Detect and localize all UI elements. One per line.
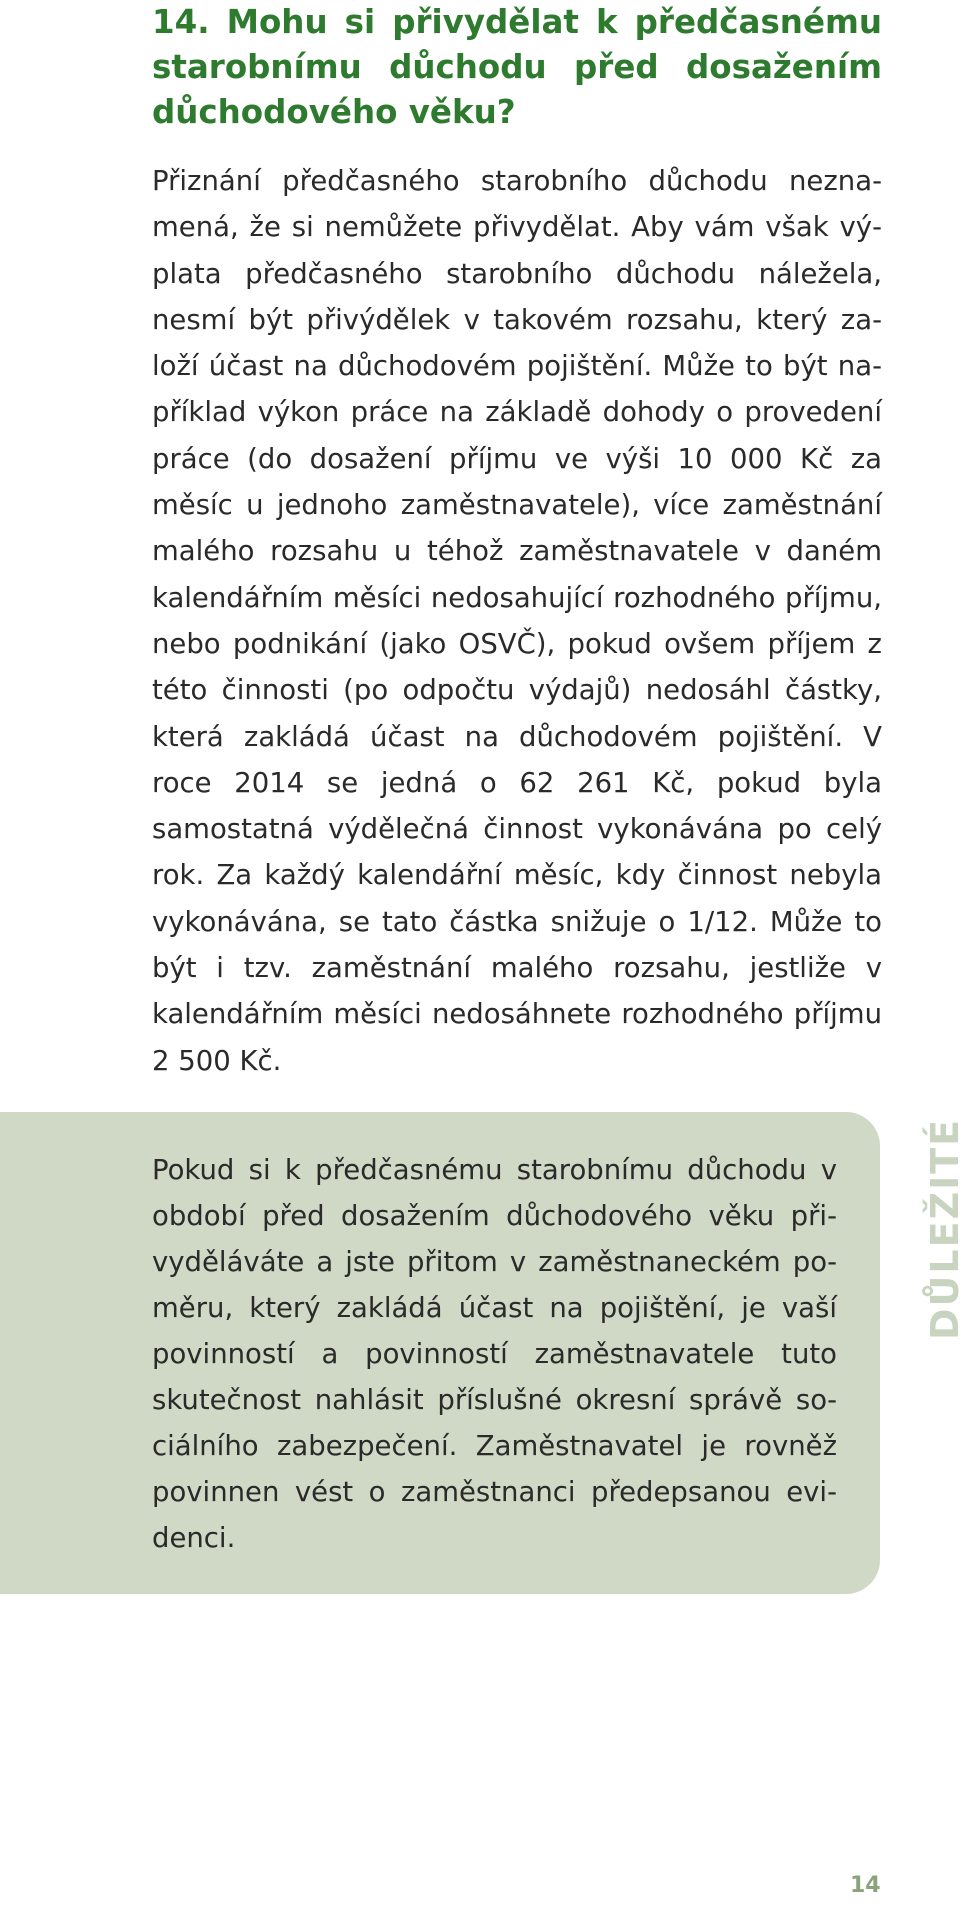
- answer-paragraph: Přiznání předčasného starobního důchodu neznamená, že si nemůžete přivydělat. Aby vám však výplata předčasného starobního důchodu náležela, nesmí být přivýdělek v takovém rozsahu, který založí účast na důchodovém pojištění. Může to být například výkon práce na základě dohody o provedení práce (do dosažení příjmu ve výši 10 000 Kč za měsíc u jednoho zaměstnavatele), více zaměstnání malého rozsahu u téhož zaměstnavatele v daném kalendářním měsíci nedosahující rozhodného příjmu, nebo podnikání (jako OSVČ), pokud ovšem příjem z této činnosti (po odpočtu výdajů) nedosáhl částky, která zakládá účast na důchodovém pojištění. V roce 2014 se jedná o 62 261 Kč, pokud byla samostatná výdělečná činnost vykonávána po celý rok. Za každý kalendářní měsíc, kdy činnost nebyla vykonávána, se tato částka snižuje o 1/12. Může to být i tzv. zaměstnání malého rozsahu, jestliže v kalendářním měsíci nedosáhnete rozhodného příjmu 2 500 Kč.: [152, 165, 882, 1077]
- page-number: 14: [850, 1873, 881, 1898]
- important-text: Pokud si k předčasnému starobnímu důchodu v období před dosažením důchodového věku přivyděláváte a jste přitom v zaměstnaneckém poměru, který zakládá účast na pojištění, je vaší povinností a povinností zaměstnavatele tuto skutečnost nahlásit příslušné okresní správě sociálního zabezpečení. Zaměstnavatel je rovněž povinnen vést o zaměstnanci předepsanou evidenci.: [152, 1154, 837, 1554]
- important-label: DŮLEŽITÉ: [923, 1117, 967, 1340]
- question-heading: 14. Mohu si přivydělat k předčasnému starobnímu důchodu před dosažením důchodového věku?: [152, 3, 882, 131]
